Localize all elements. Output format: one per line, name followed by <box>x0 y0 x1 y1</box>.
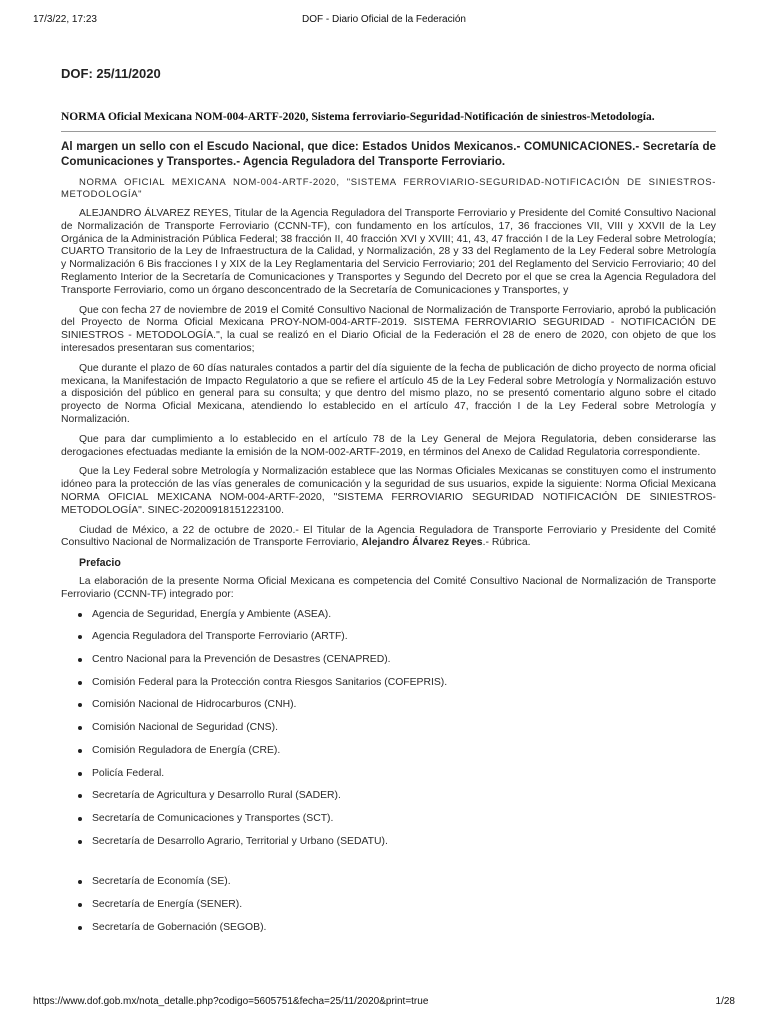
margin-note: Al margen un sello con el Escudo Nacional, que dice: Estados Unidos Mexicanos.- COMUNICACIONES.- Secretaría de Comunicaciones y Transportes.- Agencia Reguladora del Transporte Ferroviario. <box>61 140 716 168</box>
bullet-icon <box>78 749 82 753</box>
bullet-icon <box>78 658 82 662</box>
list-item: Secretaría de Energía (SENER). <box>61 899 716 922</box>
bullet-icon <box>78 681 82 685</box>
list-item: Secretaría de Desarrollo Agrario, Territorial y Urbano (SEDATU). <box>61 836 716 859</box>
bullet-icon <box>78 726 82 730</box>
print-header <box>33 14 735 28</box>
list-item: Agencia Reguladora del Transporte Ferroviario (ARTF). <box>61 631 716 654</box>
list-item: Policía Federal. <box>61 768 716 791</box>
list-item: Agencia de Seguridad, Energía y Ambiente (ASEA). <box>61 609 716 632</box>
section-heading-prefacio: Prefacio <box>79 557 121 570</box>
bullet-icon <box>78 613 82 617</box>
list-item: Secretaría de Gobernación (SEGOB). <box>61 922 716 945</box>
committee-members-list <box>61 609 716 859</box>
bullet-icon <box>78 926 82 930</box>
page-url[interactable]: https://www.dof.gob.mx/nota_detalle.php?codigo=5605751&fecha=25/11/2020&print=true <box>33 996 429 1007</box>
signature-tail: .- Rúbrica. <box>482 537 531 549</box>
norma-title: NORMA Oficial Mexicana NOM-004-ARTF-2020, Sistema ferroviario-Seguridad-Notificación de siniestros-Metodología. <box>61 111 716 132</box>
body-paragraph: Que para dar cumplimiento a lo establecido en el artículo 78 de la Ley General de Mejora Regulatoria, deben considerarse las derogaciones efectuadas mediante la emisión de la NOM-002-ARTF-2019, en términos del Anexo de Calidad Regulatoria correspondiente. <box>61 433 716 458</box>
page-number: 1/28 <box>715 996 735 1007</box>
body-paragraph: Que con fecha 27 de noviembre de 2019 el Comité Consultivo Nacional de Normalización de Transporte Ferroviario, aprobó la publicación del Proyecto de Norma Oficial Mexicana PROY-NOM-004-ARTF-2019. SISTEMA FERROVIARIO SEGURIDAD - NOTIFICACIÓN DE SINIESTROS - METODOLOGÍA.", la cual se realizó en el Diario Oficial de la Federación el 28 de enero de 2020, con objeto de que los interesados presentaran sus comentarios; <box>61 304 716 354</box>
bullet-icon <box>78 880 82 884</box>
bullet-icon <box>78 817 82 821</box>
prefacio-intro: La elaboración de la presente Norma Oficial Mexicana es competencia del Comité Consultivo Nacional de Normalización de Transporte Ferroviario (CCNN-TF) integrado por: <box>61 576 716 600</box>
bullet-icon <box>78 772 82 776</box>
dof-publication-date: DOF: 25/11/2020 <box>61 66 161 81</box>
list-item: Secretaría de Comunicaciones y Transportes (SCT). <box>61 813 716 836</box>
norma-heading-paragraph: NORMA OFICIAL MEXICANA NOM-004-ARTF-2020, "SISTEMA FERROVIARIO-SEGURIDAD-NOTIFICACIÓN DE SINIESTROS-METODOLOGÍA" <box>61 177 716 200</box>
body-paragraph: Que durante el plazo de 60 días naturales contados a partir del día siguiente de la fecha de publicación de dicho proyecto de norma oficial mexicana, la Manifestación de Impacto Regulatorio a que se refiere el artículo 45 de la Ley Federal sobre Metrología y Normalización estuvo a disposición del público en general para su consulta; y que dentro del mismo plazo, no se presentó comentario alguno sobre el citado proyecto de Norma Oficial Mexicana, atendiendo lo establecido en el artículo 47, fracción I de la Ley Federal sobre Metrología y Normalización. <box>61 362 716 425</box>
list-item: Secretaría de Agricultura y Desarrollo Rural (SADER). <box>61 790 716 813</box>
list-item: Comisión Nacional de Seguridad (CNS). <box>61 722 716 745</box>
print-timestamp: 17/3/22, 17:23 <box>33 14 97 25</box>
print-footer <box>33 996 735 1010</box>
document-body <box>61 66 716 944</box>
signature-paragraph <box>61 525 716 551</box>
bullet-icon <box>78 840 82 844</box>
bullet-icon <box>78 794 82 798</box>
list-gap <box>61 858 716 876</box>
list-item: Comisión Federal para la Protección contra Riesgos Sanitarios (COFEPRIS). <box>61 677 716 700</box>
print-page-title: DOF - Diario Oficial de la Federación <box>302 14 466 25</box>
bullet-icon <box>78 635 82 639</box>
bullet-icon <box>78 703 82 707</box>
list-item: Centro Nacional para la Prevención de Desastres (CENAPRED). <box>61 654 716 677</box>
committee-members-list-continued <box>61 876 716 944</box>
signature-lead: Ciudad de México, a 22 de octubre de 2020.- El Titular de la Agencia Reguladora de Transporte Ferroviario y Presidente del Comité Consultivo Nacional de Normalización de Transporte Ferroviario, <box>61 524 716 549</box>
signer-name: Alejandro Álvarez Reyes <box>361 537 483 549</box>
body-paragraph: Que la Ley Federal sobre Metrología y Normalización establece que las Normas Oficiales Mexicanas se constituyen como el instrumento idóneo para la protección de las vías generales de comunicación y la seguridad de sus usuarios, expide la siguiente: Norma Oficial Mexicana NORMA OFICIAL MEXICANA NOM-004-ARTF-2020, "SISTEMA FERROVIARIO SEGURIDAD NOTIFICACIÓN DE SINIESTROS-METODOLOGÍA". SINEC-20200918151223100. <box>61 466 716 516</box>
list-item: Secretaría de Economía (SE). <box>61 876 716 899</box>
list-item: Comisión Nacional de Hidrocarburos (CNH). <box>61 699 716 722</box>
body-paragraph: ALEJANDRO ÁLVAREZ REYES, Titular de la Agencia Reguladora del Transporte Ferroviario y Presidente del Comité Consultivo Nacional de Normalización de Transporte Ferroviario (CCNN-TF), con fundamento en los artículos, 17, 36 fracciones VII, VIII y XXVII de la Ley Orgánica de la Administración Pública Federal; 38 fracción II, 40 fracción XVI y XVIII; 41, 43, 47 fracción I de la Ley Federal sobre Metrología; CUARTO Transitorio de la Ley de Infraestructura de la Calidad, y Normalización, 28 y 33 del Reglamento de la Ley Federal sobre Metrología y Normalización 6 Bis fracciones I y XIX de la Ley Reglamentaria del Servicio Ferroviario; 201 del Reglamento del Servicio Ferroviario; 40 del Reglamento Interior de la Secretaría de Comunicaciones y Transportes y Segundo del Decreto por el que se crea la Agencia Reguladora del Transporte Ferroviario, como un órgano desconcentrado de la Secretaría de Comunicaciones y Transportes, y <box>61 208 716 296</box>
list-item: Comisión Reguladora de Energía (CRE). <box>61 745 716 768</box>
bullet-icon <box>78 903 82 907</box>
